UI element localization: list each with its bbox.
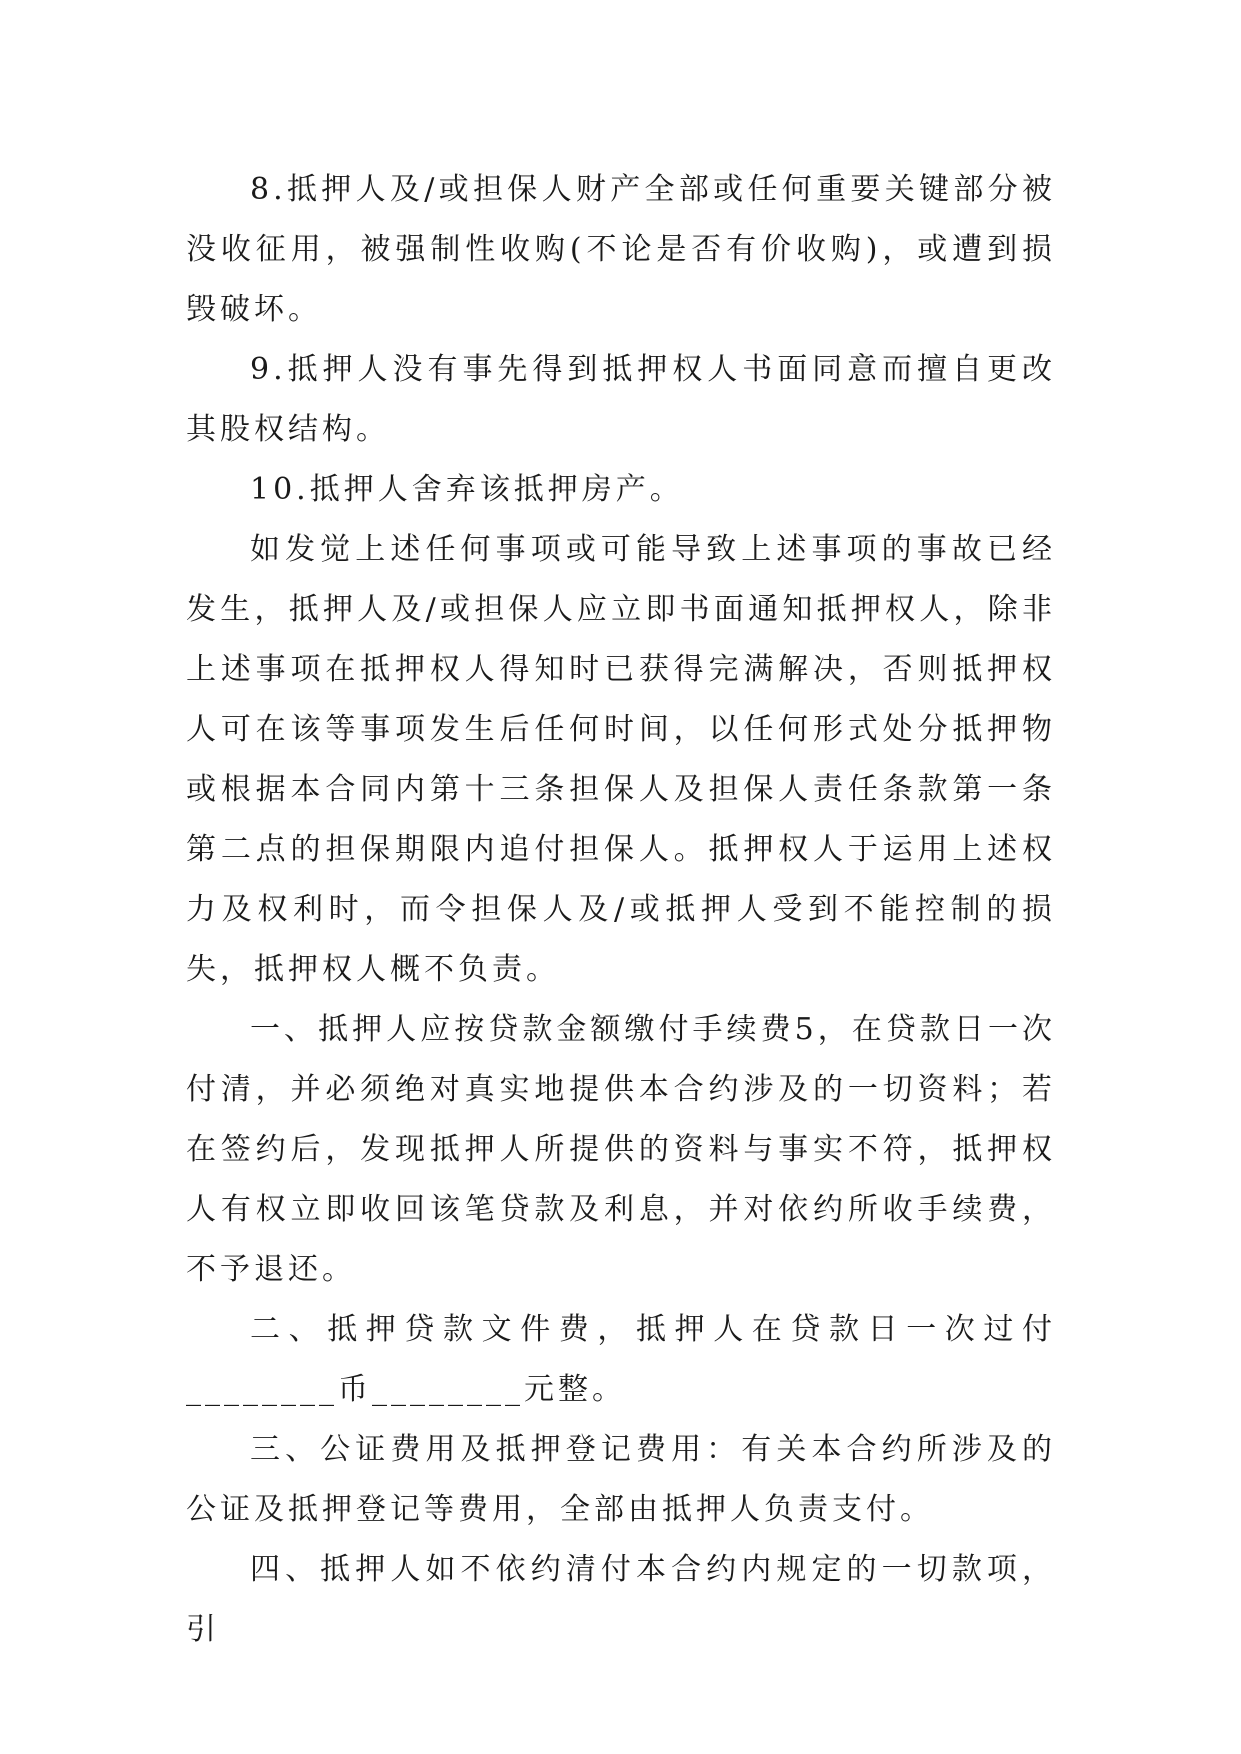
fee-clause-4-paragraph: 四、抵押人如不依约清付本合约内规定的一切款项，引 [186,1552,1056,1647]
fee-clause-2-paragraph: 二、抵押贷款文件费，抵押人在贷款日一次过付________币________元整。 [186,1312,1056,1407]
fee-clause-3-paragraph: 三、公证费用及抵押登记费用：有关本合约所涉及的公证及抵押登记等费用，全部由抵押人负责支付。 [186,1432,1056,1527]
fee-clause-1-paragraph: 一、抵押人应按贷款金额缴付手续费5，在贷款日一次付清，并必须绝对真实地提供本合约涉及的一切资料；若在签约后，发现抵押人所提供的资料与事实不符，抵押权人有权立即收回该笔贷款及利息，并对依约所收手续费，不予退还。 [186,1012,1056,1287]
document-body [186,160,1056,1660]
clause-9-paragraph: 9.抵押人没有事先得到抵押权人书面同意而擅自更改其股权结构。 [186,352,1056,447]
clause-10-paragraph: 10.抵押人舍弃该抵押房产。 [250,472,684,507]
notice-paragraph: 如发觉上述任何事项或可能导致上述事项的事故已经发生，抵押人及/或担保人应立即书面通知抵押权人，除非上述事项在抵押权人得知时已获得完满解决，否则抵押权人可在该等事项发生后任何时间，以任何形式处分抵押物或根据本合同内第十三条担保人及担保人责任条款第一条第二点的担保期限内追付担保人。抵押权人于运用上述权力及权利时，而令担保人及/或抵押人受到不能控制的损失，抵押权人概不负责。 [186,532,1056,987]
clause-8-paragraph: 8.抵押人及/或担保人财产全部或任何重要关键部分被没收征用，被强制性收购(不论是否有价收购)，或遭到损毁破坏。 [186,172,1056,327]
